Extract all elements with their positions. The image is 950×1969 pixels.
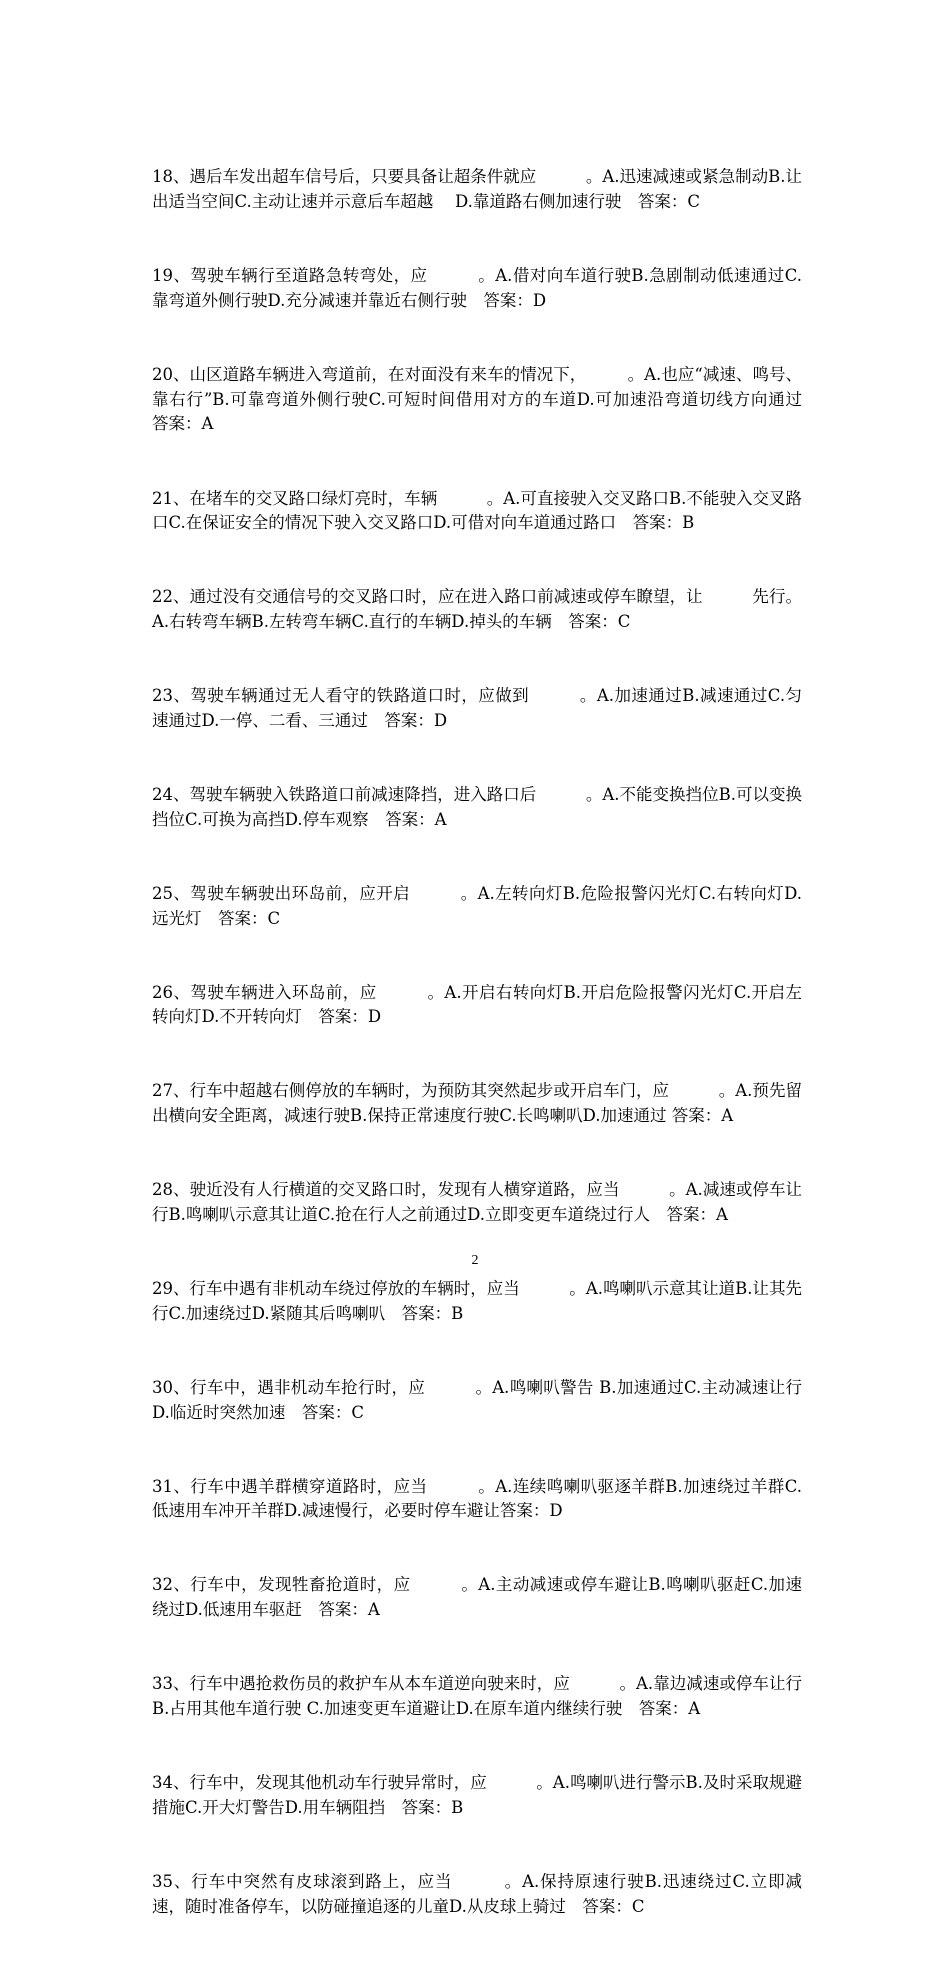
question-26: 26、驾驶车辆进入环岛前，应 。A.开启右转向灯B.开启危险报警闪光灯C.开启左转向灯D.不开转向灯 答案：D [152,982,802,1027]
question-22: 22、通过没有交通信号的交叉路口时，应在进入路口前减速或停车瞭望，让 先行。A.右转弯车辆B.左转弯车辆C.直行的车辆D.掉头的车辆 答案：C [152,587,802,632]
question-27: 27、行车中超越右侧停放的车辆时，为预防其突然起步或开启车门，应 。A.预先留出横向安全距离，减速行驶B.保持正常速度行驶C.长鸣喇叭D.加速通过 答案：A [152,1081,802,1126]
page-number: 2 [471,1253,479,1268]
question-35: 35、行车中突然有皮球滚到路上，应当 。A.保持原速行驶B.迅速绕过C.立即减速，随时准备停车，以防碰撞追逐的儿童D.从皮球上骑过 答案：C [152,1871,802,1916]
question-29: 29、行车中遇有非机动车绕过停放的车辆时，应当 。A.鸣喇叭示意其让道B.让其先行C.加速绕过D.紧随其后鸣喇叭 答案：B [152,1279,802,1323]
question-list [152,116,819,1969]
question-20: 20、山区道路车辆进入弯道前，在对面没有来车的情况下， 。A.也应“减速、鸣号、靠右行”B.可靠弯道外侧行驶C.可短时间借用对方的车道D.可加速沿弯道切线方向通过 答案：A [152,365,819,434]
question-23: 23、驾驶车辆通过无人看守的铁路道口时，应做到 。A.加速通过B.减速通过C.匀速通过D.一停、二看、三通过 答案：D [152,686,802,730]
question-24: 24、驾驶车辆驶入铁路道口前减速降挡，进入路口后 。A.不能变换挡位B.可以变换挡位C.可换为高挡D.停车观察 答案：A [152,784,802,829]
question-30: 30、行车中，遇非机动车抢行时，应 。A.鸣喇叭警告 B.加速通过C.主动减速让行D.临近时突然加速 答案：C [152,1377,802,1422]
question-21: 21、在堵车的交叉路口绿灯亮时，车辆 。A.可直接驶入交叉路口B.不能驶入交叉路口C.在保证安全的情况下驶入交叉路口D.可借对向车道通过路口 答案：B [152,488,802,533]
question-31: 31、行车中遇羊群横穿道路时，应当 。A.连续鸣喇叭驱逐羊群B.加速绕过羊群C.低速用车冲开羊群D.减速慢行，必要时停车避让答案：D [152,1476,802,1521]
question-25: 25、驾驶车辆驶出环岛前，应开启 。A.左转向灯B.危险报警闪光灯C.右转向灯D.远光灯 答案：C [152,883,802,928]
question-33: 33、行车中遇抢救伤员的救护车从本车道逆向驶来时，应 。A.靠边减速或停车让行B.占用其他车道行驶 C.加速变更车道避让D.在原车道内继续行驶 答案：A [152,1674,802,1718]
question-18: 18、遇后车发出超车信号后，只要具备让超条件就应 。A.迅速减速或紧急制动B.让出适当空间C.主动让速并示意后车超越 D.靠道路右侧加速行驶 答案：C [152,167,802,212]
question-32: 32、行车中，发现牲畜抢道时，应 。A.主动减速或停车避让B.鸣喇叭驱赶C.加速绕过D.低速用车驱赶 答案：A [152,1575,802,1620]
question-19: 19、驾驶车辆行至道路急转弯处，应 。A.借对向车道行驶B.急剧制动低速通过C.靠弯道外侧行驶D.充分减速并靠近右侧行驶 答案：D [152,266,802,310]
question-28: 28、驶近没有人行横道的交叉路口时，发现有人横穿道路，应当 。A.减速或停车让行B.鸣喇叭示意其让道C.抢在行人之前通过D.立即变更车道绕过行人 答案：A [152,1180,802,1224]
question-34: 34、行车中，发现其他机动车行驶异常时，应 。A.鸣喇叭进行警示B.及时采取规避措施C.开大灯警告D.用车辆阻挡 答案：B [152,1773,802,1817]
